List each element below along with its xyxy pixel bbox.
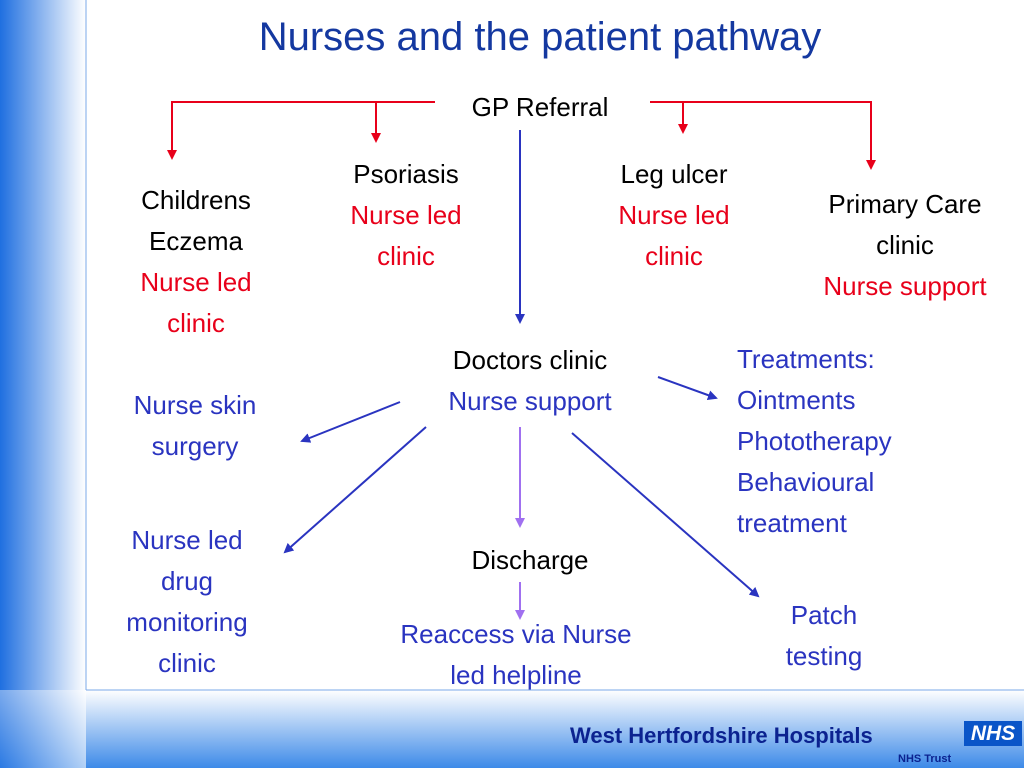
nurse-skin-surgery-node: Nurse skin surgery [133, 390, 257, 461]
treatments-node: Treatments: Ointments Phototherapy Behavioural treatment [737, 344, 892, 538]
reaccess-node: Reaccess via Nurse led helpline [400, 619, 632, 690]
leg-ulcer-node: Leg ulcer Nurse led clinic [618, 159, 730, 271]
gp-referral-node [430, 87, 650, 128]
primary-care-node: Primary Care clinic Nurse support [823, 189, 987, 301]
arrow-to-treatments [658, 377, 716, 398]
nhs-logo: NHS [964, 721, 1022, 746]
nhs-trust-label: NHS Trust [898, 753, 952, 765]
slide-title: Nurses and the patient pathway [258, 15, 822, 59]
patch-testing-node: Patch testing [785, 600, 863, 671]
psoriasis-node: Psoriasis Nurse led clinic [350, 159, 462, 271]
discharge-node: Discharge [471, 545, 589, 575]
drug-monitoring-node: Nurse led drug monitoring clinic [126, 525, 248, 678]
arrow-to-skin-surgery [302, 402, 400, 441]
doctors-clinic-node: Doctors clinic Nurse support [448, 345, 612, 416]
childrens-eczema-node: Childrens Eczema Nurse led clinic [140, 185, 252, 338]
arrow-to-drug-monitoring [285, 427, 426, 552]
gp-referral-label: GP Referral [471, 92, 609, 122]
organisation-name: West Hertfordshire Hospitals [570, 723, 873, 748]
arrow-to-childrens-eczema [172, 102, 435, 158]
